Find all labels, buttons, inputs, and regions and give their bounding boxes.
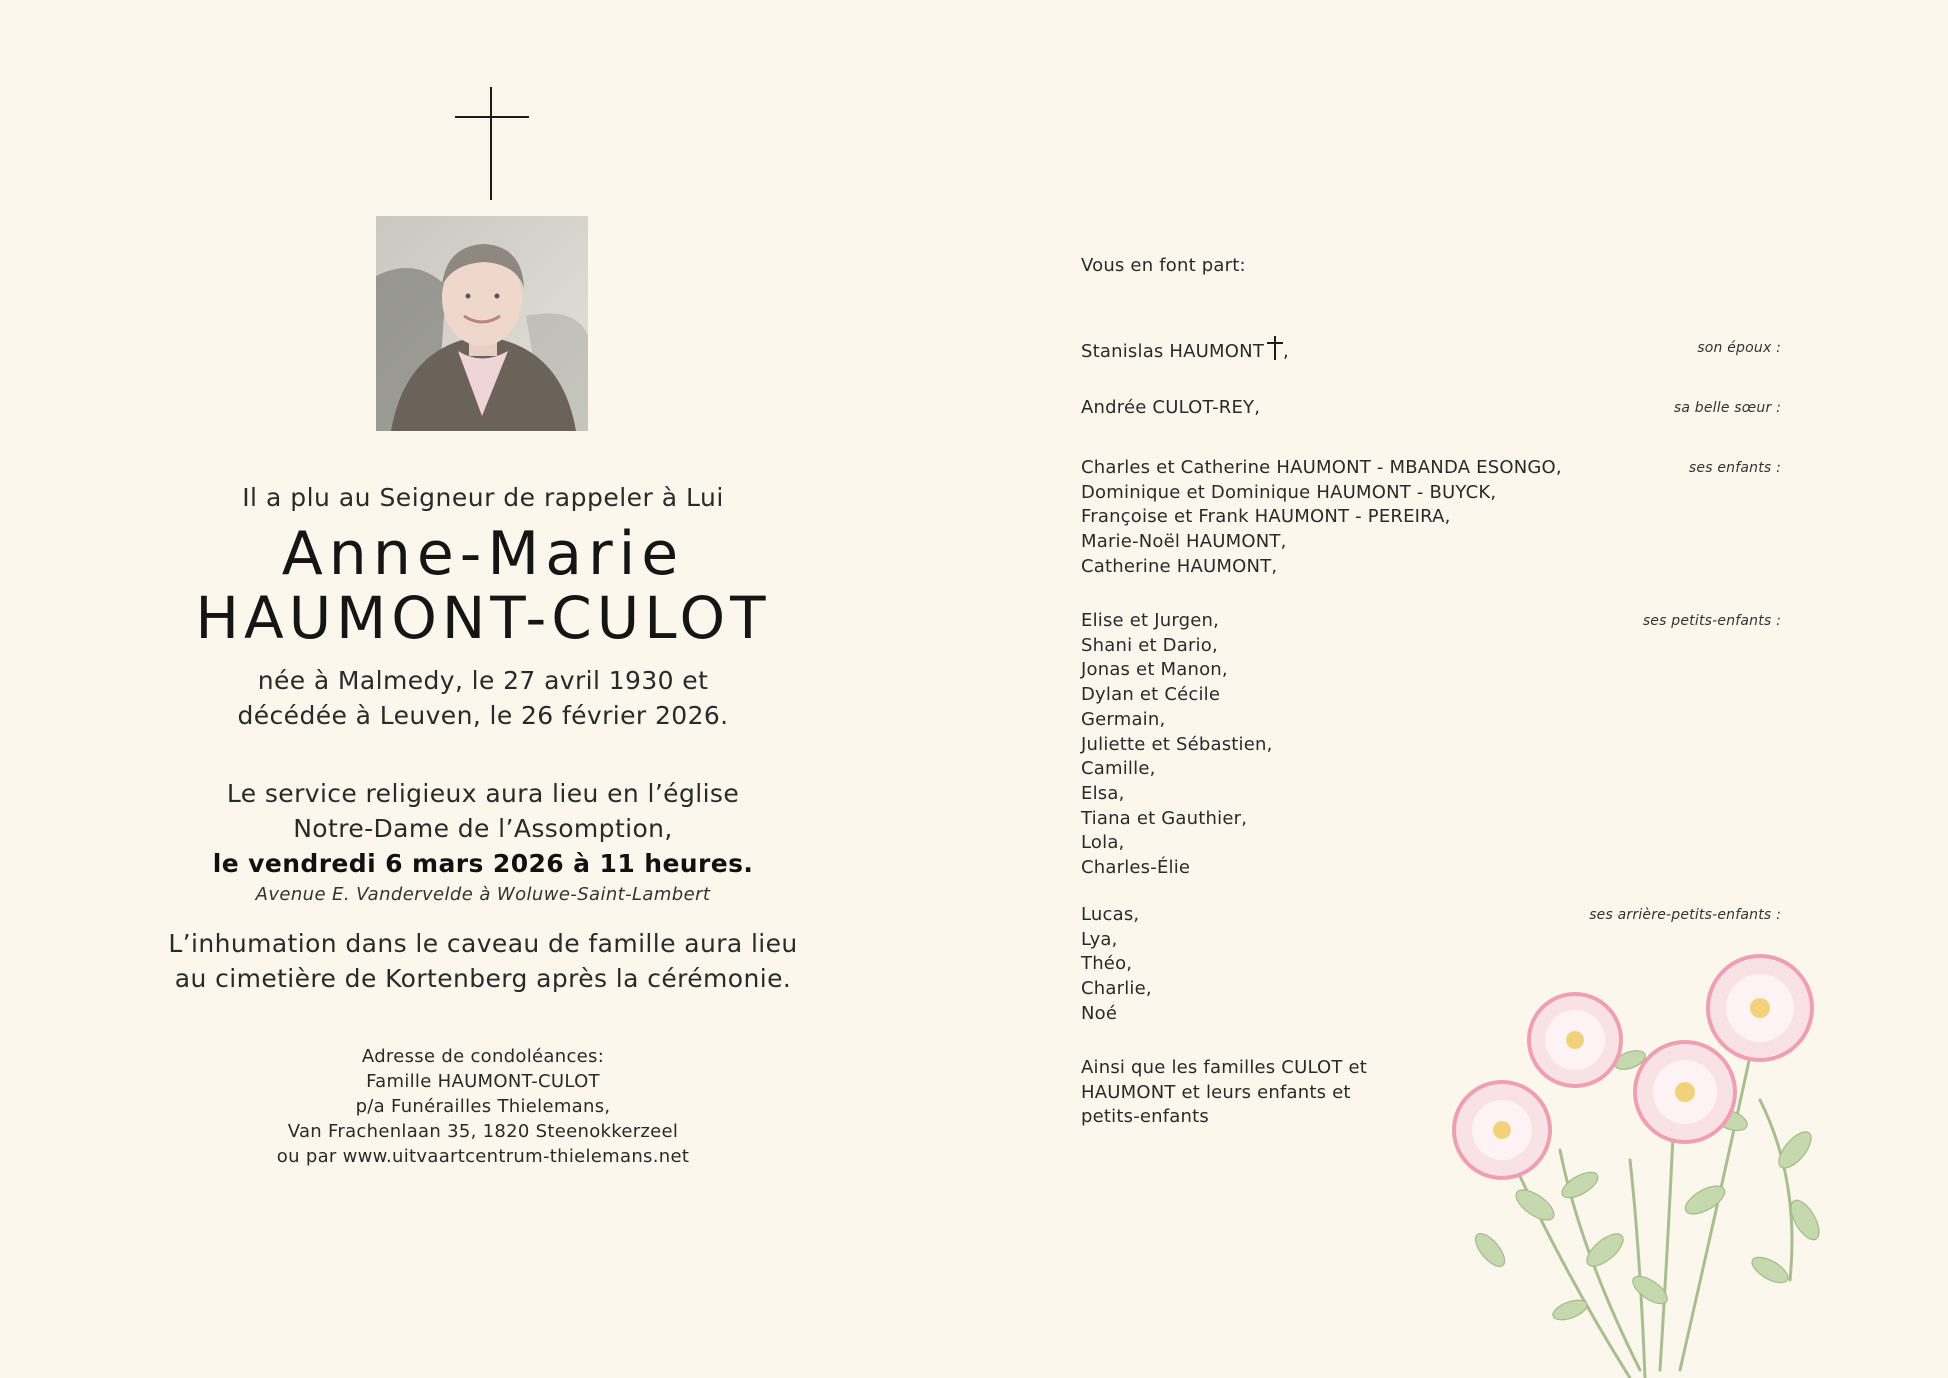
left-panel — [0, 0, 966, 1378]
portrait-photo — [376, 216, 588, 431]
condolence-website: ou par www.uitvaartcentrum-thielemans.net — [276, 1146, 690, 1167]
deceased-last-name: HAUMONT-CULOT — [195, 584, 771, 652]
list-item: Lola, — [1081, 832, 1125, 854]
relation-label: sa belle sœur : — [1673, 400, 1781, 416]
spouse-entry — [1081, 336, 1781, 365]
list-item: Dylan et Cécile — [1081, 684, 1221, 706]
list-item: Elise et Jurgen, — [1081, 610, 1220, 631]
condolence-line: Famille HAUMONT-CULOT — [366, 1071, 600, 1092]
list-item: Shani et Dario, — [1081, 634, 1218, 656]
death-line: décédée à Leuven, le 26 février 2026. — [237, 701, 729, 730]
relation-label: ses arrière-petits-enfants : — [1589, 907, 1781, 923]
deceased-cross-icon — [1267, 336, 1283, 360]
closing-line: petits-enfants — [1081, 1106, 1209, 1128]
relation-label: son époux : — [1697, 340, 1781, 356]
spouse-name: Stanislas HAUMONT — [1081, 341, 1265, 362]
list-item: Camille, — [1081, 758, 1156, 780]
birth-line: née à Malmedy, le 27 avril 1930 et — [257, 666, 709, 695]
grandchildren-entry — [1081, 609, 1781, 881]
list-item: Lya, — [1081, 928, 1118, 950]
list-item: Germain, — [1081, 708, 1166, 730]
list-item: Catherine HAUMONT, — [1081, 555, 1278, 577]
cross-icon — [455, 87, 529, 200]
service-line-1: Le service religieux aura lieu en l’église — [226, 779, 740, 808]
service-date: le vendredi 6 mars 2026 à 11 heures. — [212, 849, 754, 878]
service-line-2: Notre-Dame de l’Assomption, — [293, 814, 673, 843]
intro-text: Vous en font part: — [1081, 255, 1246, 276]
list-item: Théo, — [1081, 953, 1133, 975]
sister-in-law-entry — [1081, 396, 1781, 421]
roses-illustration-icon — [1430, 950, 1890, 1378]
list-item: Dominique et Dominique HAUMONT - BUYCK, — [1081, 481, 1497, 503]
service-address: Avenue E. Vandervelde à Woluwe-Saint-Lambert — [255, 884, 711, 905]
announcement-lead: Il a plu au Seigneur de rappeler à Lui — [242, 483, 724, 512]
list-item: Lucas, — [1081, 904, 1140, 925]
sister-in-law-name: Andrée CULOT-REY, — [1081, 397, 1261, 418]
list-item: Juliette et Sébastien, — [1081, 733, 1273, 755]
list-item: Noé — [1081, 1002, 1118, 1024]
life-dates — [0, 663, 966, 733]
list-item: Charlie, — [1081, 978, 1152, 1000]
list-item: Charles et Catherine HAUMONT - MBANDA ESONGO, — [1081, 457, 1562, 478]
list-item: Charles-Élie — [1081, 857, 1191, 879]
condolence-line: Van Frachenlaan 35, 1820 Steenokkerzeel — [287, 1121, 679, 1142]
condolence-line: Adresse de condoléances: — [361, 1046, 605, 1067]
relation-label: ses enfants : — [1688, 460, 1781, 476]
list-item: Jonas et Manon, — [1081, 659, 1228, 681]
children-entry — [1081, 456, 1781, 580]
condolence-line: p/a Funérailles Thielemans, — [355, 1096, 611, 1117]
service-info — [0, 776, 966, 881]
list-item: Marie-Noël HAUMONT, — [1081, 531, 1287, 553]
burial-line-1: L’inhumation dans le caveau de famille aura lieu — [168, 929, 798, 958]
list-item: Tiana et Gauthier, — [1081, 807, 1248, 829]
burial-line-2: au cimetière de Kortenberg après la cérémonie. — [174, 964, 792, 993]
spouse-suffix: , — [1283, 341, 1289, 362]
condolence-address — [0, 1044, 966, 1169]
relation-label: ses petits-enfants : — [1642, 613, 1781, 629]
deceased-first-name: Anne-Marie — [281, 519, 685, 589]
closing-line: Ainsi que les familles CULOT et — [1081, 1057, 1368, 1078]
list-item: Françoise et Frank HAUMONT - PEREIRA, — [1081, 506, 1451, 528]
list-item: Elsa, — [1081, 782, 1125, 804]
burial-info — [0, 926, 966, 996]
closing-line: HAUMONT et leurs enfants et — [1081, 1081, 1351, 1103]
